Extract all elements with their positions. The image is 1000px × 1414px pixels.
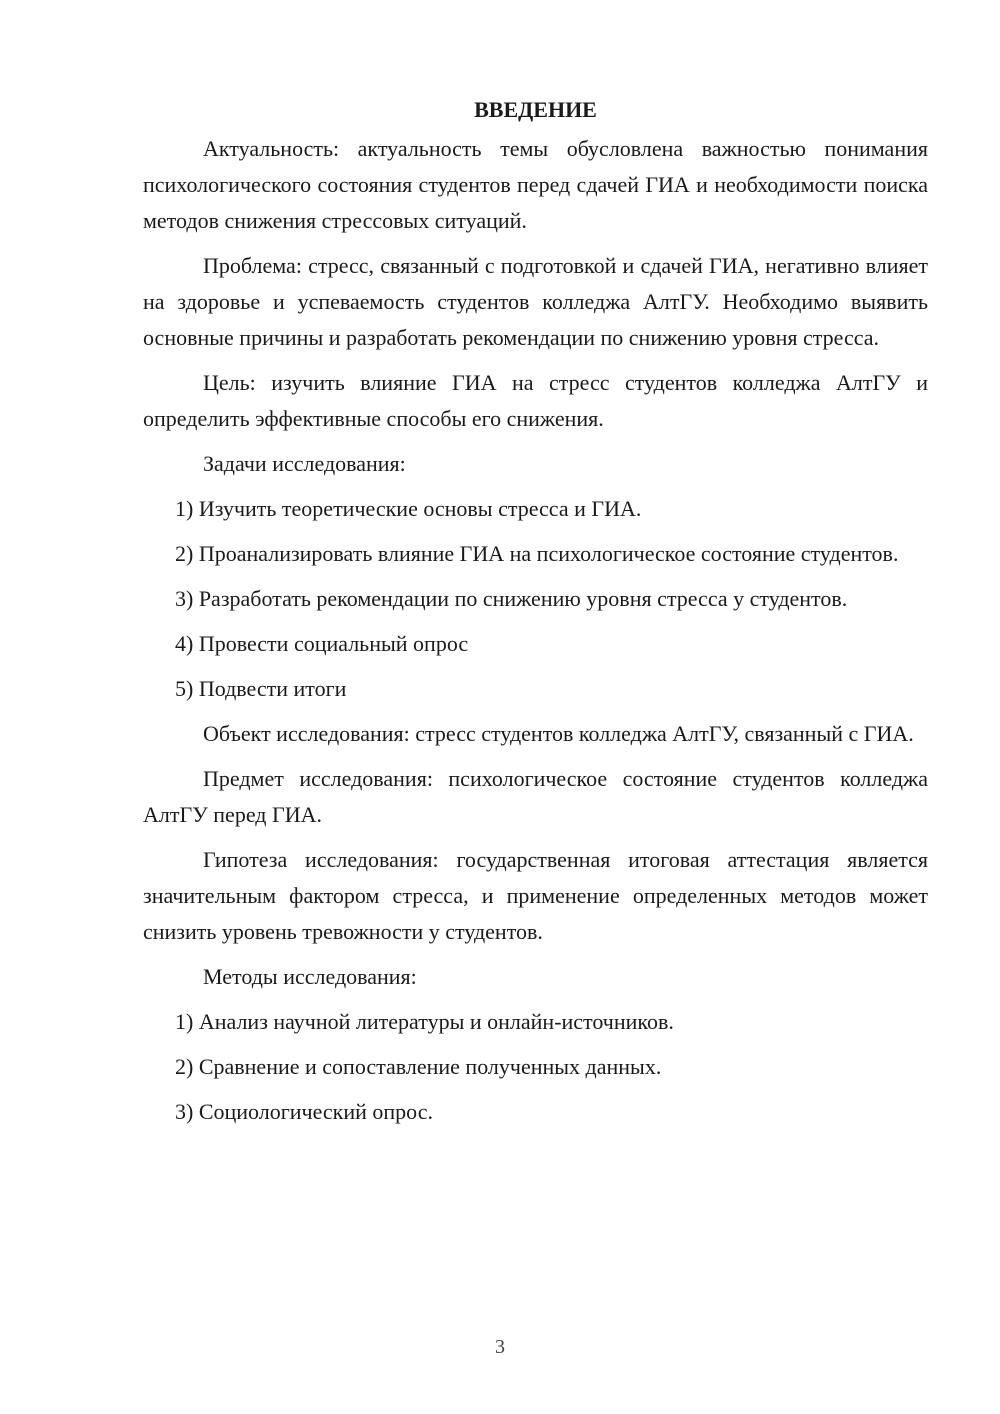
task-item-3: 3) Разработать рекомендации по снижению уровня стресса у студентов. — [175, 586, 848, 611]
methods-heading: Методы исследования: — [203, 964, 417, 989]
goal-paragraph: Цель: изучить влияние ГИА на стресс студентов колледжа АлтГУ и определить эффективные способы его снижения. — [143, 370, 928, 431]
method-item-2: 2) Сравнение и сопоставление полученных данных. — [175, 1054, 662, 1079]
tasks-heading: Задачи исследования: — [203, 451, 406, 476]
method-item-3: 3) Социологический опрос. — [175, 1099, 433, 1124]
subject-paragraph: Предмет исследования: психологическое состояние студентов колледжа АлтГУ перед ГИА. — [143, 766, 928, 827]
object-paragraph: Объект исследования: стресс студентов колледжа АлтГУ, связанный с ГИА. — [203, 721, 914, 746]
task-item-4: 4) Провести социальный опрос — [175, 631, 469, 656]
section-title: ВВЕДЕНИЕ — [474, 97, 597, 122]
hypothesis-paragraph: Гипотеза исследования: государственная итоговая аттестация является значительным фактором стресса, и применение определенных методов может снизить уровень тревожности у студентов. — [143, 847, 928, 944]
task-item-5: 5) Подвести итоги — [175, 676, 347, 701]
document-page — [143, 92, 928, 1139]
task-item-1: 1) Изучить теоретические основы стресса и ГИА. — [175, 496, 642, 521]
method-item-1: 1) Анализ научной литературы и онлайн-источников. — [175, 1009, 674, 1034]
task-item-2: 2) Проанализировать влияние ГИА на психологическое состояние студентов. — [175, 541, 899, 566]
problem-paragraph: Проблема: стресс, связанный с подготовкой и сдачей ГИА, негативно влияет на здоровье и успеваемость студентов колледжа АлтГУ. Необходимо выявить основные причины и разработать рекомендации по снижению уровня стресса. — [143, 253, 928, 350]
page-number: 3 — [495, 1336, 505, 1358]
relevance-paragraph: Актуальность: актуальность темы обусловлена важностью понимания психологического состояния студентов перед сдачей ГИА и необходимости поиска методов снижения стрессовых ситуаций. — [143, 136, 928, 233]
